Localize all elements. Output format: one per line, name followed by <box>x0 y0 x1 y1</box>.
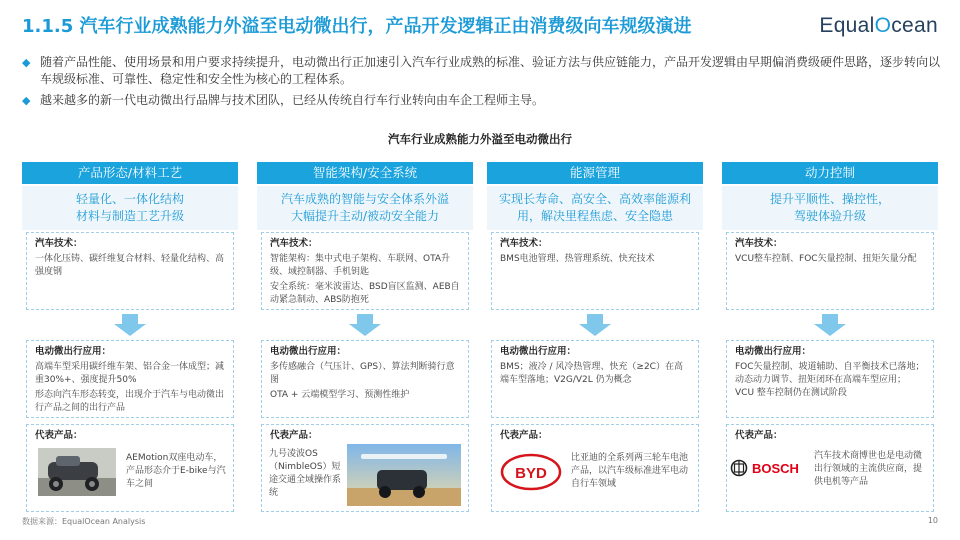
column-header: 能源管理 <box>487 162 703 184</box>
bosch-logo <box>730 458 814 478</box>
application-box: 电动微出行应用： 多传感融合（气压计、GPS）、算法判断骑行意图 OTA + 云端模型学习、预测性维护 <box>261 340 469 418</box>
product-box: 代表产品： <box>726 424 934 512</box>
tech-box: 汽车技术： VCU整车控制、FOC矢量控制、扭矩矢量分配 <box>726 232 934 310</box>
bullet-item <box>22 54 942 88</box>
application-box: 电动微出行应用： BMS；液冷 / 风冷热管理、快充（≥2C）在高端车型落地；V2G/V2L 仍为概念 <box>491 340 699 418</box>
nimbleos-product-image <box>347 444 461 506</box>
application-box: 电动微出行应用： FOC矢量控制、坡道辅助、自平衡技术已落地；动态动力调节、扭矩闭环在高端车型应用；VCU 整车控制仍在测试阶段 <box>726 340 934 418</box>
product-description: 汽车技术商博世也是电动微出行领域的主流供应商，提供电机等产品 <box>814 451 923 487</box>
column-power-control <box>722 162 938 512</box>
equalocean-logo: EqualOcean <box>819 14 938 37</box>
byd-logo <box>499 452 563 492</box>
column-tagline: 实现长寿命、高安全、高效率能源利 用，解决里程焦虑、安全隐患 <box>487 186 703 230</box>
product-description: AEMotion双座电动车，产品形态介于E-bike与汽车之间 <box>126 453 226 489</box>
svg-text:BOSCH: BOSCH <box>752 461 799 476</box>
bullet-text: 越来越多的新一代电动微出行品牌与技术团队，已经从传统自行车行业转向由车企工程师主导。 <box>40 93 545 107</box>
bullet-text: 随着产品性能、使用场景和用户要求持续提升，电动微出行正加速引入汽车行业成熟的标准、验证方法与供应链能力，产品开发逻辑由早期偏消费级硬件思路，逐步转向以车规级标准、可靠性、稳定性和安全性为核心的工程体系。 <box>40 55 941 86</box>
column-tagline: 轻量化、一体化结构 材料与制造工艺升级 <box>22 186 238 230</box>
column-smart-architecture <box>257 162 473 512</box>
product-description: 九号凌波OS（NimbleOS）短途交通全域操作系统 <box>269 449 342 498</box>
column-product-form <box>22 162 238 512</box>
product-description: 比亚迪的全系列两三轮车电池产品，以汽车级标准进军电动自行车领域 <box>571 453 689 489</box>
down-arrow-icon <box>814 314 846 336</box>
tech-box: 汽车技术： 一体化压铸、碳纤维复合材料、轻量化结构、高强度钢 <box>26 232 234 310</box>
page-number: 10 <box>927 516 938 525</box>
down-arrow-icon <box>349 314 381 336</box>
tech-box: 汽车技术： 智能架构：集中式电子架构、车联网、OTA升级、域控制器、手机钥匙 安全系统：毫米波雷达、BSD盲区监测、AEB自动紧急制动、ABS防抱死 <box>261 232 469 310</box>
column-header: 智能架构/安全系统 <box>257 162 473 184</box>
column-header: 产品形态/材料工艺 <box>22 162 238 184</box>
product-box: 代表产品： <box>261 424 469 512</box>
intro-bullets <box>22 54 942 113</box>
diamond-icon: ◆ <box>22 94 31 107</box>
product-box: 代表产品： <box>491 424 699 512</box>
bullet-item <box>22 92 942 109</box>
tech-box: 汽车技术： BMS电池管理、热管理系统、快充技术 <box>491 232 699 310</box>
svg-text:BYD: BYD <box>515 465 547 482</box>
data-source: 数据来源：EqualOcean Analysis <box>22 517 146 526</box>
column-energy-management <box>487 162 703 512</box>
chart-title: 汽车行业成熟能力外溢至电动微出行 <box>388 132 572 146</box>
column-tagline: 汽车成熟的智能与安全体系外溢 大幅提升主动/被动安全能力 <box>257 186 473 230</box>
column-tagline: 提升平顺性、操控性， 驾驶体验升级 <box>722 186 938 230</box>
diamond-icon: ◆ <box>22 56 31 69</box>
page-title: 1.1.5 汽车行业成熟能力外溢至电动微出行，产品开发逻辑正由消费级向车规级演进 <box>22 16 692 37</box>
application-box: 电动微出行应用： 高端车型采用碳纤维车架、铝合金一体成型；减重30%+、强度提升50% 形态向汽车形态转变，出现介于汽车与电动微出行产品之间的出行产品 <box>26 340 234 418</box>
column-header: 动力控制 <box>722 162 938 184</box>
down-arrow-icon <box>579 314 611 336</box>
down-arrow-icon <box>114 314 146 336</box>
product-box: 代表产品： <box>26 424 234 512</box>
aemotion-vehicle-image <box>38 448 116 496</box>
